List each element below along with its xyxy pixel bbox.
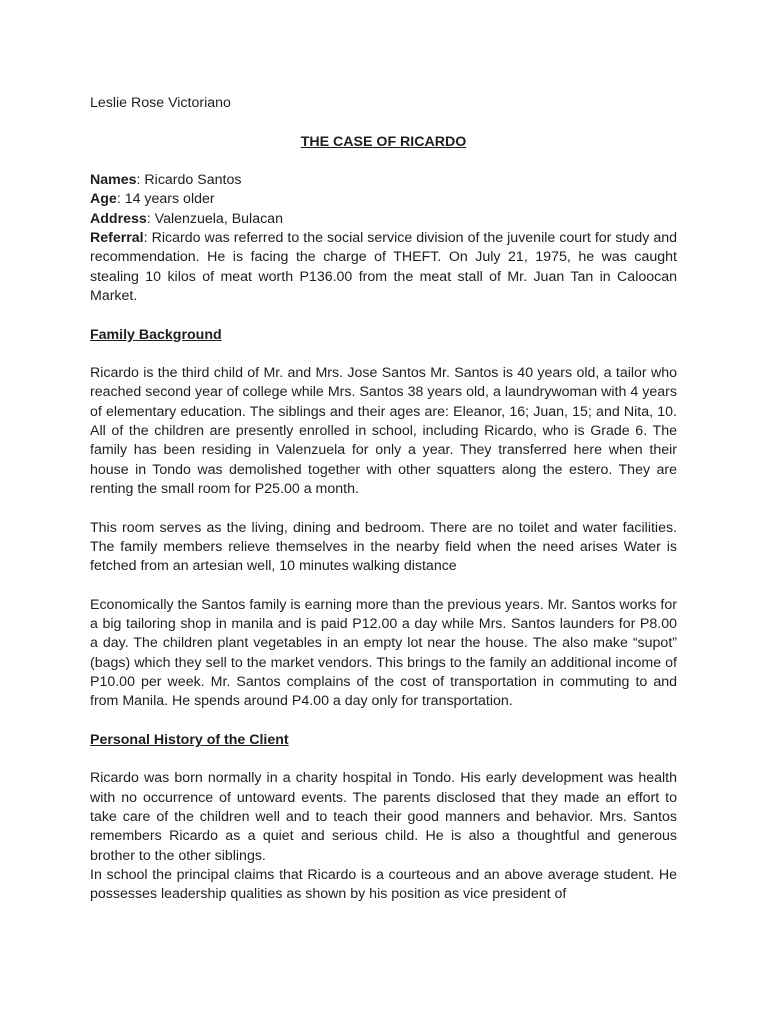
- field-address: [90, 210, 677, 229]
- personal-history-paragraph: In school the principal claims that Ricardo is a courteous and an above average student. He possesses leadership qualities as shown by his position as vice president of: [90, 866, 677, 903]
- author-name: Leslie Rose Victoriano: [90, 95, 231, 111]
- section-heading-personal-history: Personal History of the Client: [90, 731, 289, 748]
- family-background-paragraph: Ricardo is the third child of Mr. and Mrs. Jose Santos Mr. Santos is 40 years old, a tailor who reached second year of college while Mrs. Santos 38 years old, a laundrywoman with 4 years of elementary education. The siblings and their ages are: Eleanor, 16; Juan, 15; and Nita, 10. All of the children are presently enrolled in school, including Ricardo, who is Grade 6. The family has been residing in Valenzuela for only a year. They transferred here when their house in Tondo was demolished together with other squatters along the estero. They are renting the small room for P25.00 a month.: [90, 365, 677, 497]
- section-heading-family-background: Family Background: [90, 326, 222, 343]
- document-title: THE CASE OF RICARDO: [300, 133, 467, 150]
- field-referral: [90, 229, 677, 306]
- field-address-label: Address: [90, 210, 147, 227]
- field-names-label: Names: [90, 172, 137, 189]
- field-age-label: Age: [90, 191, 117, 208]
- field-age-value: : 14 years older: [116, 191, 215, 208]
- field-referral-label: Referral: [90, 230, 144, 247]
- document-page: [90, 94, 677, 904]
- field-address-value: : Valenzuela, Bulacan: [146, 210, 283, 227]
- family-background-paragraph: This room serves as the living, dining and bedroom. There are no toilet and water facilities. The family members relieve themselves in the nearby field when the need arises Water is fetched from an artesian well, 10 minutes walking distance: [90, 519, 677, 575]
- field-names-value: : Ricardo Santos: [136, 172, 242, 189]
- family-background-paragraph: Economically the Santos family is earning more than the previous years. Mr. Santos works for a big tailoring shop in manila and is paid P12.00 a day while Mrs. Santos launders for P8.00 a day. The children plant vegetables in an empty lot near the house. The also make “supot” (bags) which they sell to the market vendors. This brings to the family an additional income of P10.00 per week. Mr. Santos complains of the cost of transportation in commuting to and from Manila. He spends around P4.00 a day only for transportation.: [90, 596, 677, 710]
- field-names: [90, 171, 677, 190]
- field-referral-value: : Ricardo was referred to the social service division of the juvenile court for study and recommendation. He is facing the charge of THEFT. On July 21, 1975, he was caught stealing 10 kilos of meat worth P136.00 from the meat stall of Mr. Juan Tan in Caloocan Market.: [90, 230, 677, 304]
- field-age: [90, 190, 677, 209]
- personal-history-paragraph: Ricardo was born normally in a charity hospital in Tondo. His early development was health with no occurrence of untoward events. The parents disclosed that they made an effort to take care of the children well and to teach their good manners and behavior. Mrs. Santos remembers Ricardo as a quiet and serious child. He is also a thoughtful and generous brother to the other siblings.: [90, 770, 677, 864]
